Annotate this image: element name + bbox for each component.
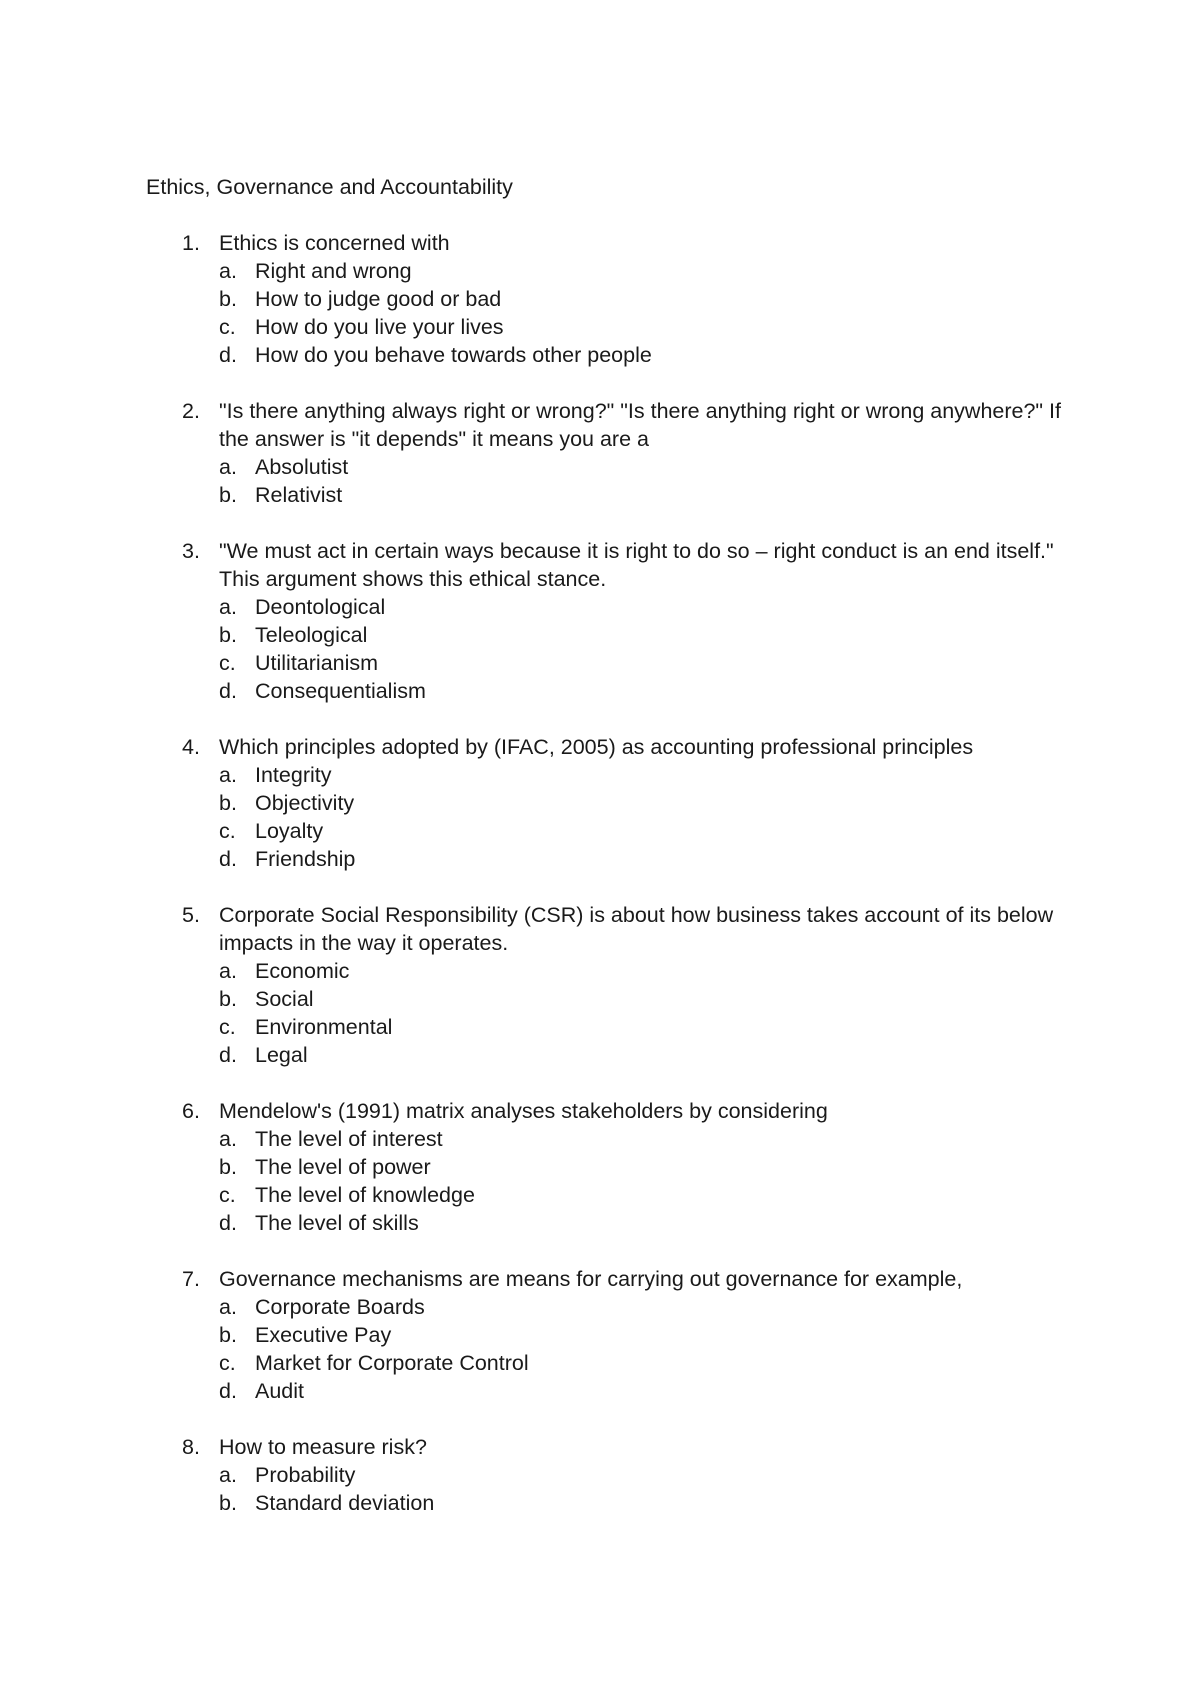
option-letter: d. bbox=[219, 1379, 237, 1403]
answer-option bbox=[219, 845, 1076, 873]
option-letter: c. bbox=[219, 1351, 236, 1375]
answer-option bbox=[219, 1181, 1076, 1209]
option-letter: d. bbox=[219, 679, 237, 703]
answer-option bbox=[219, 649, 1076, 677]
option-text: Utilitarianism bbox=[255, 651, 379, 675]
option-text: Right and wrong bbox=[255, 259, 412, 283]
answer-option bbox=[219, 1349, 1076, 1377]
option-text: Corporate Boards bbox=[255, 1295, 425, 1319]
option-letter: d. bbox=[219, 1211, 237, 1235]
option-letter: d. bbox=[219, 1043, 237, 1067]
question-number: 5. bbox=[182, 903, 200, 927]
answer-option bbox=[219, 257, 1076, 285]
option-text: Loyalty bbox=[255, 819, 324, 843]
answer-option bbox=[219, 285, 1076, 313]
option-letter: b. bbox=[219, 483, 237, 507]
answer-option bbox=[219, 789, 1076, 817]
option-letter: b. bbox=[219, 1155, 237, 1179]
question-item bbox=[146, 229, 1076, 369]
option-text: Legal bbox=[255, 1043, 308, 1067]
option-list bbox=[219, 1293, 1076, 1405]
answer-option bbox=[219, 1041, 1076, 1069]
question-text: Governance mechanisms are means for carrying out governance for example, bbox=[219, 1267, 963, 1291]
question-list bbox=[146, 229, 1076, 1545]
question-number: 8. bbox=[182, 1435, 200, 1459]
option-text: Environmental bbox=[255, 1015, 393, 1039]
option-text: The level of interest bbox=[255, 1127, 443, 1151]
question-number: 1. bbox=[182, 231, 200, 255]
question-number: 2. bbox=[182, 399, 200, 423]
question-text: "We must act in certain ways because it is right to do so – right conduct is an end itself." This argument shows this ethical stance. bbox=[219, 539, 1054, 591]
answer-option bbox=[219, 1013, 1076, 1041]
answer-option bbox=[219, 313, 1076, 341]
question-text: Mendelow's (1991) matrix analyses stakeholders by considering bbox=[219, 1099, 828, 1123]
option-text: How do you behave towards other people bbox=[255, 343, 652, 367]
answer-option bbox=[219, 761, 1076, 789]
answer-option bbox=[219, 1125, 1076, 1153]
answer-option bbox=[219, 341, 1076, 369]
option-text: How to judge good or bad bbox=[255, 287, 502, 311]
question-item bbox=[146, 537, 1076, 705]
answer-option bbox=[219, 1489, 1076, 1517]
option-text: Consequentialism bbox=[255, 679, 426, 703]
option-letter: a. bbox=[219, 259, 237, 283]
option-text: Executive Pay bbox=[255, 1323, 392, 1347]
option-letter: a. bbox=[219, 595, 237, 619]
option-letter: b. bbox=[219, 987, 237, 1011]
question-number: 4. bbox=[182, 735, 200, 759]
option-text: Probability bbox=[255, 1463, 356, 1487]
option-letter: d. bbox=[219, 343, 237, 367]
answer-option bbox=[219, 957, 1076, 985]
option-list bbox=[219, 1461, 1076, 1517]
option-letter: c. bbox=[219, 651, 236, 675]
option-text: Market for Corporate Control bbox=[255, 1351, 529, 1375]
option-letter: b. bbox=[219, 1491, 237, 1515]
answer-option bbox=[219, 1293, 1076, 1321]
option-letter: b. bbox=[219, 1323, 237, 1347]
question-item bbox=[146, 1433, 1076, 1517]
option-letter: b. bbox=[219, 287, 237, 311]
answer-option bbox=[219, 1209, 1076, 1237]
option-letter: a. bbox=[219, 455, 237, 479]
document-title: Ethics, Governance and Accountability bbox=[146, 175, 513, 199]
option-list bbox=[219, 957, 1076, 1069]
option-list bbox=[219, 257, 1076, 369]
option-letter: a. bbox=[219, 1463, 237, 1487]
answer-option bbox=[219, 453, 1076, 481]
option-letter: a. bbox=[219, 959, 237, 983]
option-list bbox=[219, 593, 1076, 705]
answer-option bbox=[219, 817, 1076, 845]
option-letter: c. bbox=[219, 315, 236, 339]
option-text: Friendship bbox=[255, 847, 356, 871]
option-text: Integrity bbox=[255, 763, 332, 787]
question-text: Corporate Social Responsibility (CSR) is about how business takes account of its below impacts in the way it operates. bbox=[219, 903, 1054, 955]
option-letter: c. bbox=[219, 1015, 236, 1039]
option-letter: a. bbox=[219, 1127, 237, 1151]
option-letter: a. bbox=[219, 1295, 237, 1319]
question-text: Ethics is concerned with bbox=[219, 231, 450, 255]
answer-option bbox=[219, 593, 1076, 621]
option-text: Objectivity bbox=[255, 791, 355, 815]
option-text: Relativist bbox=[255, 483, 343, 507]
question-text: How to measure risk? bbox=[219, 1435, 427, 1459]
option-letter: c. bbox=[219, 819, 236, 843]
option-text: Deontological bbox=[255, 595, 386, 619]
option-list bbox=[219, 761, 1076, 873]
option-list bbox=[219, 1125, 1076, 1237]
question-item bbox=[146, 901, 1076, 1069]
answer-option bbox=[219, 1321, 1076, 1349]
option-letter: b. bbox=[219, 791, 237, 815]
answer-option bbox=[219, 481, 1076, 509]
option-text: Economic bbox=[255, 959, 350, 983]
answer-option bbox=[219, 985, 1076, 1013]
option-letter: b. bbox=[219, 623, 237, 647]
option-text: How do you live your lives bbox=[255, 315, 504, 339]
option-text: Audit bbox=[255, 1379, 305, 1403]
option-text: Social bbox=[255, 987, 314, 1011]
option-letter: c. bbox=[219, 1183, 236, 1207]
question-number: 3. bbox=[182, 539, 200, 563]
question-number: 6. bbox=[182, 1099, 200, 1123]
option-list bbox=[219, 453, 1076, 509]
answer-option bbox=[219, 621, 1076, 649]
question-item bbox=[146, 733, 1076, 873]
option-letter: a. bbox=[219, 763, 237, 787]
option-text: Teleological bbox=[255, 623, 368, 647]
question-item bbox=[146, 1265, 1076, 1405]
answer-option bbox=[219, 1377, 1076, 1405]
answer-option bbox=[219, 677, 1076, 705]
answer-option bbox=[219, 1461, 1076, 1489]
answer-option bbox=[219, 1153, 1076, 1181]
question-number: 7. bbox=[182, 1267, 200, 1291]
option-letter: d. bbox=[219, 847, 237, 871]
question-item bbox=[146, 1097, 1076, 1237]
question-text: "Is there anything always right or wrong?" "Is there anything right or wrong anywhere?" If the answer is "it depends" it means you are a bbox=[219, 399, 1061, 451]
question-item bbox=[146, 397, 1076, 509]
option-text: Standard deviation bbox=[255, 1491, 435, 1515]
option-text: Absolutist bbox=[255, 455, 349, 479]
option-text: The level of knowledge bbox=[255, 1183, 475, 1207]
question-text: Which principles adopted by (IFAC, 2005) as accounting professional principles bbox=[219, 735, 974, 759]
option-text: The level of skills bbox=[255, 1211, 419, 1235]
option-text: The level of power bbox=[255, 1155, 431, 1179]
